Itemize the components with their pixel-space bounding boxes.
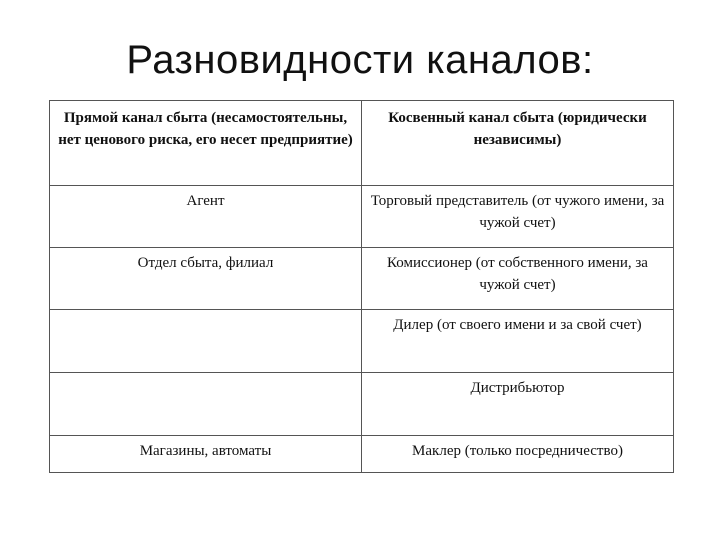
indirect-cell: Дистрибьютор (362, 373, 674, 436)
header-direct-channel: Прямой канал сбыта (несамостоятельны, нет ценового риска, его несет предприятие) (50, 101, 362, 186)
direct-cell: Отдел сбыта, филиал (50, 248, 362, 310)
table-row (50, 248, 674, 310)
direct-cell: Агент (50, 186, 362, 248)
table-row (50, 373, 674, 436)
direct-cell (50, 310, 362, 373)
direct-cell: Магазины, автоматы (50, 436, 362, 473)
table-row (50, 186, 674, 248)
slide-title: Разновидности каналов: (126, 38, 594, 82)
indirect-cell: Комиссионер (от собственного имени, за чужой счет) (362, 248, 674, 310)
table-header-row (50, 101, 674, 186)
header-indirect-channel: Косвенный канал сбыта (юридически независимы) (362, 101, 674, 186)
channels-table (49, 100, 674, 473)
indirect-cell: Маклер (только посредничество) (362, 436, 674, 473)
table-row (50, 310, 674, 373)
table-row (50, 436, 674, 473)
indirect-cell: Торговый представитель (от чужого имени, за чужой счет) (362, 186, 674, 248)
indirect-cell: Дилер (от своего имени и за свой счет) (362, 310, 674, 373)
direct-cell (50, 373, 362, 436)
